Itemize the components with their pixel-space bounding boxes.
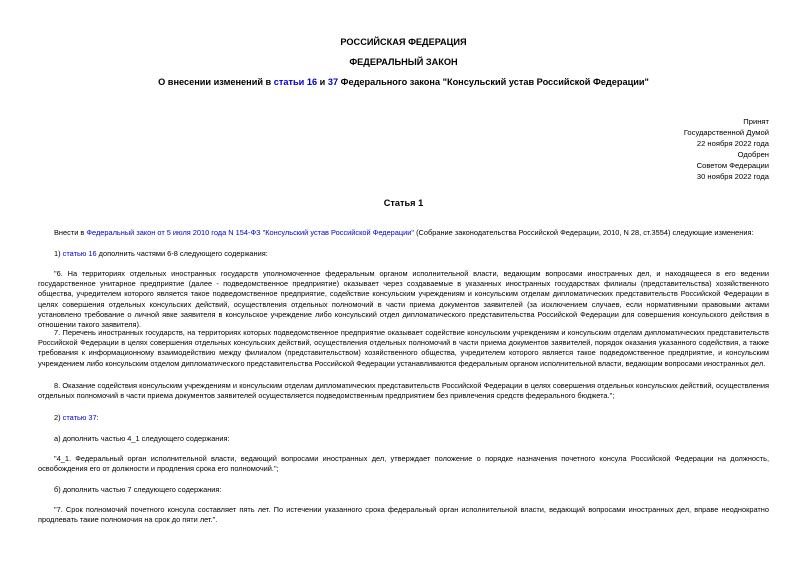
article-37-ref-link[interactable]: статью 37 bbox=[62, 413, 97, 422]
item-1 bbox=[38, 249, 769, 259]
approval-date: 30 ноября 2022 года bbox=[696, 172, 769, 181]
part-6-text: "6. На территориях отдельных иностранных государств уполномоченное федеральным органом исполнительной власти, ведающим вопросами иностранных дел, и находящееся в его ведении государственное унитарное предприятие (далее - подведомственное предприятие) оказывает через создаваемые в указанных иностранных государствах филиалы (представительства) хозяйственного общества, учредителем которого является такое подведомственное предприятие, содействие консульским учреждениям и консульским отделам дипломатических представительств Российской Федерации в целях совершения отдельных консульских действий, осуществления отдельных полномочий в части приема документов заявителей (за исключением случаев, если нормативными правовыми актами установлено требование о личной явке заявителя в консульское учреждение либо консульский отдел дипломатического представительства Российской Федерации для совершения консульского действия в отношении такого заявителя). bbox=[38, 269, 769, 330]
article-intro bbox=[38, 228, 769, 238]
item-number: 2) bbox=[54, 413, 63, 422]
country-heading: РОССИЙСКАЯ ФЕДЕРАЦИЯ bbox=[340, 37, 467, 47]
item-number: 1) bbox=[54, 249, 63, 258]
sub-item-a: а) дополнить частью 4_1 следующего содержания: bbox=[54, 434, 230, 443]
adoption-date: 22 ноября 2022 года bbox=[696, 139, 769, 148]
adoption-line: Принят bbox=[743, 117, 769, 126]
part-8-text: 8. Оказание содействия консульским учреждениям и консульским отделам дипломатических представительств Российской Федерации в целях совершения отдельных консульских действий, осуществления отдельных полномочий в части приема документов заявителей осуществляется подведомственным предприятием без привлечения средств федерального бюджета."; bbox=[38, 381, 769, 401]
sub-item-b: б) дополнить частью 7 следующего содержания: bbox=[54, 485, 222, 494]
approval-line: Одобрен bbox=[737, 150, 769, 159]
law-title-prefix: О внесении изменений в bbox=[158, 77, 274, 87]
item-text: : bbox=[96, 413, 99, 422]
law-title-suffix: Федерального закона "Консульский устав Российской Федерации" bbox=[338, 77, 649, 87]
article-37-link[interactable]: 37 bbox=[327, 77, 339, 87]
federal-law-link[interactable]: Федеральный закон от 5 июля 2010 года N 154-ФЗ "Консульский устав Российской Федерации" bbox=[86, 228, 415, 237]
law-type-heading: ФЕДЕРАЛЬНЫЙ ЗАКОН bbox=[349, 57, 458, 67]
adoption-block bbox=[684, 116, 769, 182]
adoption-line: Государственной Думой bbox=[683, 128, 769, 137]
law-title bbox=[0, 76, 807, 88]
item-2 bbox=[38, 413, 769, 423]
article-16-link[interactable]: статьи 16 bbox=[273, 77, 318, 87]
part-7b-text: "7. Срок полномочий почетного консула составляет пять лет. По истечении указанного срока федеральный орган исполнительной власти, ведающий вопросами иностранных дел, вправе неоднократно продлевать такие полномочия на срок до пяти лет.". bbox=[38, 505, 769, 525]
part-4-1-text: "4_1. Федеральный орган исполнительной власти, ведающий вопросами иностранных дел, утверждает положение о порядке назначения почетного консула Российской Федерации на должность, освобождения его от должности и продления срока его полномочий."; bbox=[38, 454, 769, 474]
article-16-ref-link[interactable]: статью 16 bbox=[62, 249, 97, 258]
intro-text: (Собрание законодательства Российской Федерации, 2010, N 28, ст.3554) следующие изменения: bbox=[414, 228, 754, 237]
approval-line: Советом Федерации bbox=[696, 161, 769, 170]
intro-text: Внести в bbox=[54, 228, 87, 237]
article-heading: Статья 1 bbox=[383, 198, 424, 208]
law-title-mid: и bbox=[317, 77, 328, 87]
part-7-text: 7. Перечень иностранных государств, на территориях которых подведомственное предприятие оказывает содействие консульским учреждениям и консульским отделам дипломатических представительств Российской Федерации в целях совершения отдельных консульских действий, осуществления отдельных полномочий в части приема документов заявителей, порядок оказания указанного содействия, а также требования к информационному взаимодействию между филиалом (представительством) хозяйственного общества, учредителем которого является такое подведомственное предприятие, и консульским учреждением либо консульским отделом дипломатического представительства Российской Федерации устанавливаются федеральным органом исполнительной власти, ведающим вопросами иностранных дел. bbox=[38, 328, 769, 368]
item-text: дополнить частями 6-8 следующего содержания: bbox=[96, 249, 268, 258]
